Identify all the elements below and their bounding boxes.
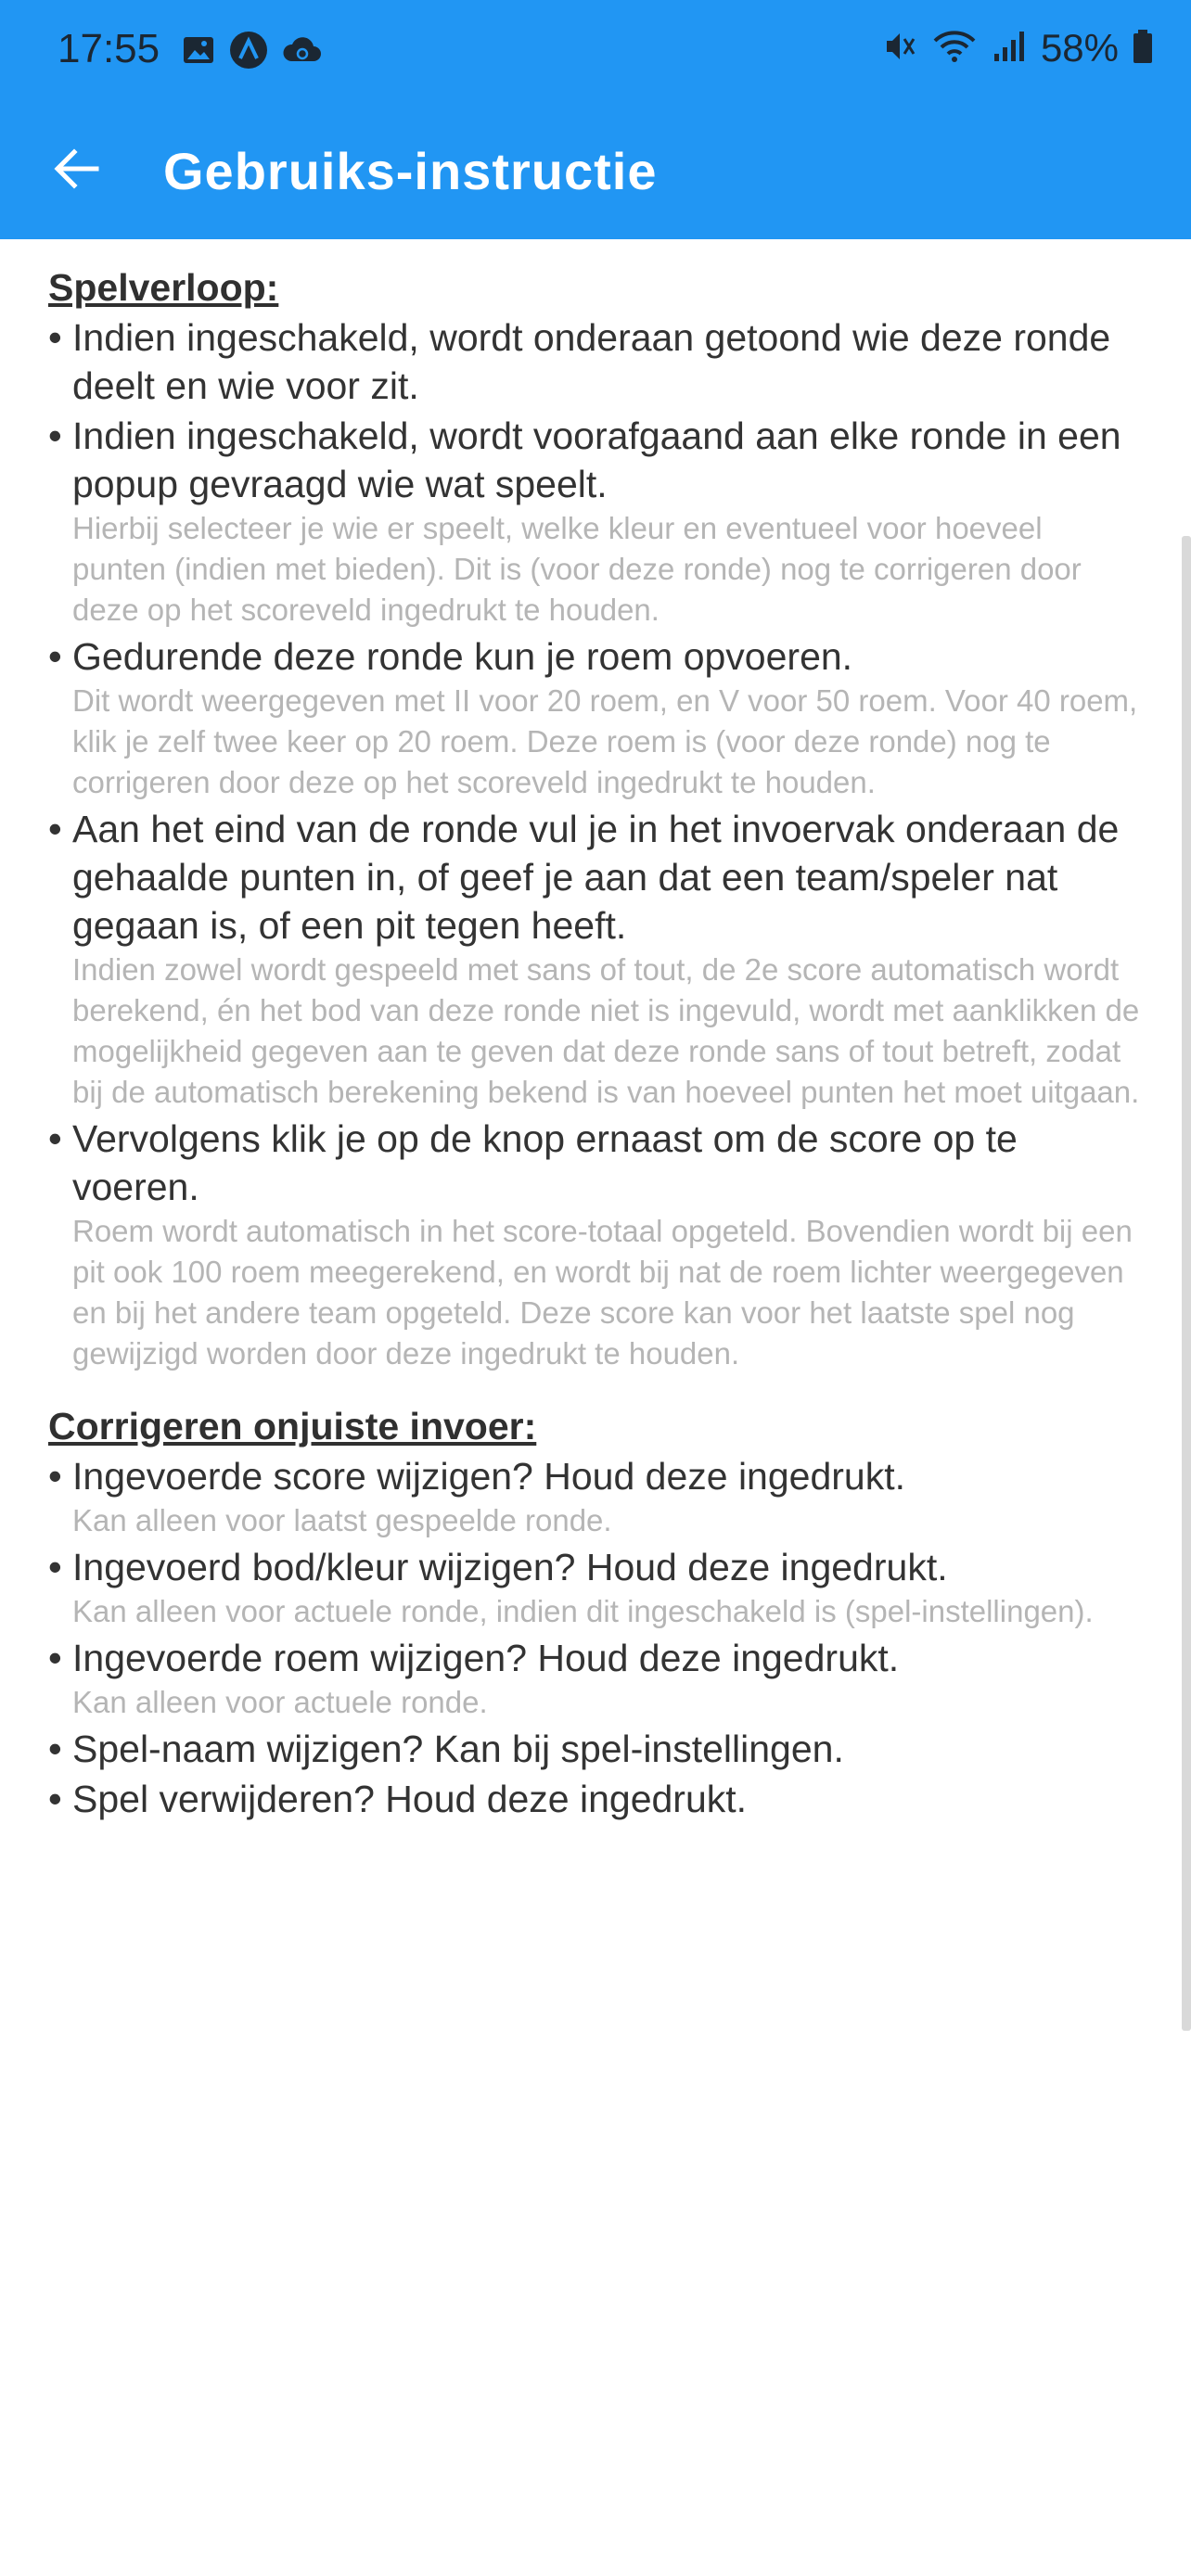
list-item-text: Ingevoerd bod/kleur wijzigen? Houd deze ingedrukt. xyxy=(72,1546,948,1588)
instructions-content xyxy=(48,263,1143,1823)
page-title: Gebruiks-instructie xyxy=(163,142,658,200)
list-item xyxy=(48,632,1143,803)
list-item xyxy=(48,1775,1143,1823)
list-item xyxy=(48,1543,1143,1632)
list-item-text: Spel verwijderen? Houd deze ingedrukt. xyxy=(72,1778,748,1820)
status-left-icons xyxy=(182,30,323,75)
mute-icon xyxy=(881,28,918,70)
list-item-text: Ingevoerde roem wijzigen? Houd deze ingedrukt. xyxy=(72,1637,900,1679)
list-item-text: Vervolgens klik je op de knop ernaast om de score op te voeren. xyxy=(72,1117,1018,1208)
bullet: • xyxy=(48,634,62,678)
list-item xyxy=(48,313,1143,410)
list-item xyxy=(48,805,1143,1113)
section-title-corrigeren: Corrigeren onjuiste invoer: xyxy=(48,1405,537,1447)
list-item-text: Ingevoerde score wijzigen? Houd deze ingedrukt. xyxy=(72,1455,905,1498)
list-item-note: Indien zowel wordt gespeeld met sans of tout, de 2e score automatisch wordt berekend, én het bod van deze ronde niet is ingevuld, wordt met aanklikken de mogelijkheid gegeven aan te geven dat deze ronde sans of tout betreft, zodat bij de automatisch berekening bekend is van hoeveel punten het moet uitgaan. xyxy=(72,952,1140,1109)
section-title-spelverloop: Spelverloop: xyxy=(48,266,279,309)
list-item-text: Aan het eind van de ronde vul je in het invoervak onderaan de gehaalde punten in, of geef je aan dat een team/speler nat gegaan is, of een pit tegen heeft. xyxy=(72,808,1120,947)
bullet: • xyxy=(48,1454,62,1498)
list-item-note: Hierbij selecteer je wie er speelt, welke kleur en eventueel voor hoeveel punten (indien met bieden). Dit is (voor deze ronde) nog te corrigeren door deze op het scoreveld ingedrukt te houden. xyxy=(72,511,1082,627)
list-item-note: Roem wordt automatisch in het score-totaal opgeteld. Bovendien wordt bij een pit ook 100 roem meegerekend, en wordt bij nat de roem lichter weergegeven en bij het andere team opgeteld. Deze score kan voor het laatste spel nog gewijzigd worden door deze ingedrukt te houden. xyxy=(72,1214,1133,1371)
battery-percentage: 58% xyxy=(1040,26,1119,70)
bullet: • xyxy=(48,414,62,457)
bullet: • xyxy=(48,1727,62,1770)
list-item-note: Dit wordt weergegeven met II voor 20 roem, en V voor 50 roem. Voor 40 roem, klik je zelf twee keer op 20 roem. Deze roem is (voor deze ronde) nog te corrigeren door deze op het scoreveld ingedrukt te houden. xyxy=(72,683,1138,799)
list-item-text: Indien ingeschakeld, wordt voorafgaand aan elke ronde in een popup gevraagd wie wat speelt. xyxy=(72,414,1121,505)
list-item xyxy=(48,1634,1143,1723)
list-item-note: Kan alleen voor laatst gespeelde ronde. xyxy=(72,1503,612,1537)
wifi-icon xyxy=(931,28,978,70)
battery-icon xyxy=(1132,28,1154,70)
app-bar xyxy=(0,102,1191,239)
list-item xyxy=(48,1725,1143,1773)
back-button[interactable] xyxy=(45,139,108,202)
a-circle-icon xyxy=(228,30,269,75)
status-time: 17:55 xyxy=(58,26,160,71)
list-item-text: Spel-naam wijzigen? Kan bij spel-instellingen. xyxy=(72,1728,844,1770)
list-item-note: Kan alleen voor actuele ronde, indien dit ingeschakeld is (spel-instellingen). xyxy=(72,1594,1094,1628)
list-item-text: Indien ingeschakeld, wordt onderaan getoond wie deze ronde deelt en wie voor zit. xyxy=(72,316,1111,407)
bullet: • xyxy=(48,315,62,359)
list-item-note: Kan alleen voor actuele ronde. xyxy=(72,1685,488,1719)
gallery-icon xyxy=(182,33,215,71)
status-bar xyxy=(0,0,1191,102)
list-item-text: Gedurende deze ronde kun je roem opvoeren. xyxy=(72,635,853,678)
bullet: • xyxy=(48,1116,62,1160)
status-right xyxy=(881,26,1154,70)
bullet: • xyxy=(48,1636,62,1679)
list-item xyxy=(48,1452,1143,1541)
scrollbar[interactable] xyxy=(1182,536,1191,2031)
signal-icon xyxy=(991,28,1028,70)
bullet: • xyxy=(48,1545,62,1588)
bullet: • xyxy=(48,1777,62,1820)
list-item xyxy=(48,1115,1143,1374)
arrow-back-icon xyxy=(50,143,102,199)
bullet: • xyxy=(48,807,62,850)
list-item xyxy=(48,412,1143,631)
cloud-sync-icon xyxy=(282,33,323,71)
